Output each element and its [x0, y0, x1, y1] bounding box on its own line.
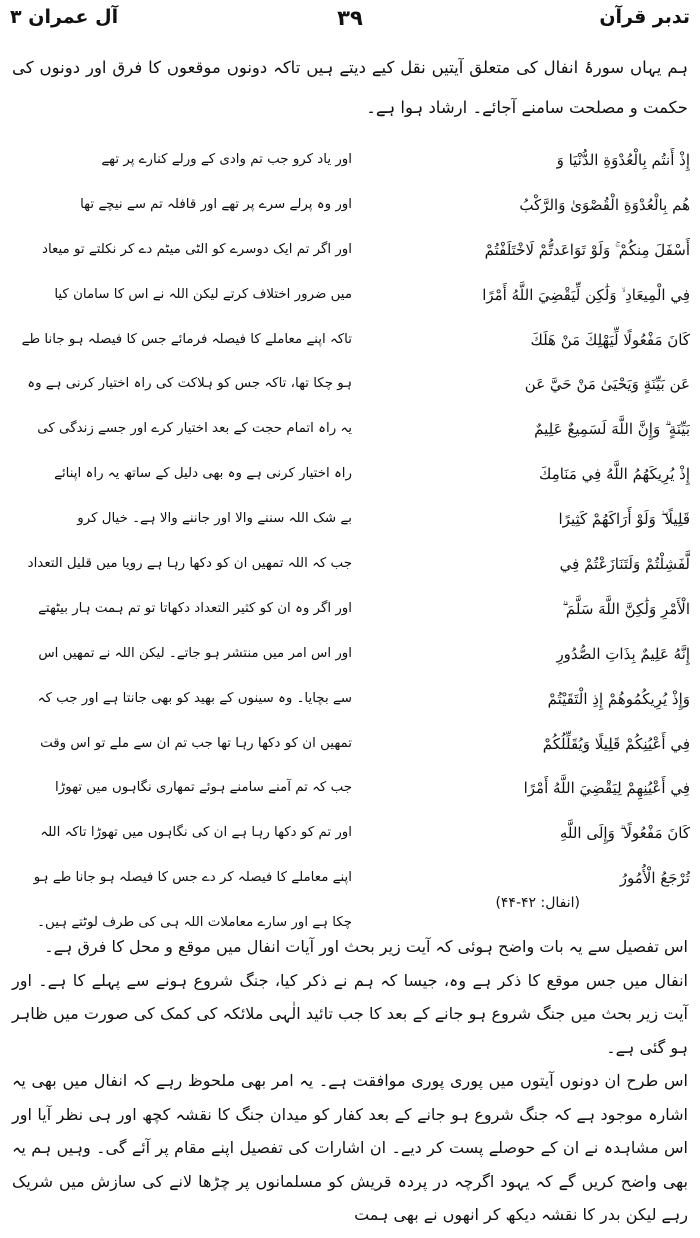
surah-name: آل عمران ۳ [10, 6, 119, 28]
urdu-translation-line: اور اگر تم ایک دوسرے کو الٹی میٹم دے کر نکلتے تو میعاد [41, 241, 352, 257]
arabic-verse-line: تُرْجَعُ الْأُمُورُ [619, 869, 690, 888]
arabic-verse-line: إِذْ أَنتُم بِالْعُدْوَةِ الدُّنْيَا وَ [556, 151, 690, 169]
arabic-verse-line: كَانَ مَفْعُولًا لِّيَهْلِكَ مَنْ هَلَكَ [530, 330, 690, 349]
arabic-verse-line: هُم بِالْعُدْوَةِ الْقُصْوَىٰ وَالرَّكْبُ [519, 195, 690, 214]
arabic-verse-line: قَلِيلًا ۖ وَلَوْ أَرَاكَهُمْ كَثِيرًا [558, 510, 690, 529]
urdu-translation-line: تاکہ اپنے معاملے کا فیصلہ فرمائے جس کا فیصلہ ہو جانا طے [21, 331, 352, 347]
arabic-verse-line: أَسْفَلَ مِنكُمْ ۚ وَلَوْ تَوَاعَدتُّمْ لَاخْتَلَفْتُمْ [484, 240, 690, 259]
urdu-translation-line: چکا ہے اور سارے معاملات اللہ ہی کی طرف لوٹتے ہیں۔ [37, 915, 352, 931]
urdu-translation-line: میں ضرور اختلاف کرتے لیکن اللہ نے اس کا سامان کیا [54, 286, 352, 302]
urdu-translation-line: اپنے معاملے کا فیصلہ کر دے جس کا فیصلہ ہو جانا طے ہو [33, 870, 352, 886]
urdu-translation-line: ہو چکا تھا، تاکہ جس کو ہلاکت کی راہ اختیار کرنی ہے وہ [27, 376, 352, 392]
arabic-verse-line: عَن بَيِّنَةٍ وَيَحْيَىٰ مَنْ حَيَّ عَن [524, 375, 690, 394]
urdu-translation-line: اور اگر وہ ان کو کثیر التعداد دکھاتا تو تم ہمت ہار بیٹھتے [38, 600, 352, 616]
urdu-translation-column [10, 138, 352, 946]
urdu-translation-line: سے بچایا۔ وہ سینوں کے بھید کو بھی جانتا ہے اور جب کہ [37, 690, 352, 706]
urdu-translation-line: راہ اختیار کرنی ہے وہ بھی دلیل کے ساتھ یہ راہ اپنائے [54, 466, 352, 482]
arabic-verse-line: الْأَمْرِ وَلَٰكِنَّ اللَّهَ سَلَّمَ ۗ [562, 599, 690, 618]
book-title: تدبر قرآن [599, 6, 690, 28]
urdu-translation-line: یہ راہ اتمام حجت کے بعد اختیار کرے اور جسے زندگی کی [37, 421, 352, 437]
arabic-verse-line: لَّفَشِلْتُمْ وَلَتَنَازَعْتُمْ فِي [559, 555, 690, 574]
commentary-paragraph: اس تفصیل سے یہ بات واضح ہوئی کہ آیت زیر بحث اور آیات انفال میں موقع و محل کا فرق ہے۔ [44, 937, 688, 956]
urdu-translation-line: جب کہ تم آمنے سامنے ہوئے تمھاری نگاہوں میں تھوڑا [55, 780, 352, 796]
urdu-translation-line: جب کہ اللہ تمھیں ان کو دکھا رہا ہے رویا میں قلیل التعداد [27, 556, 352, 572]
urdu-translation-line: تمھیں ان کو دکھا رہا تھا جب تم ان سے ملے تو اس وقت [40, 735, 352, 751]
urdu-translation-line: اور یاد کرو جب تم وادی کے ورلے کنارے پر تھے [101, 152, 352, 167]
commentary-paragraph: اس طرح ان دونوں آیتوں میں پوری پوری موافقت ہے۔ یہ امر بھی ملحوظ رہے کہ انفال میں بھی یہ اشارہ موجود ہے کہ جنگ شروع ہو جانے کے بعد کفار کو میدان جنگ کا نقشہ کچھ اور ہی نظر آیا اور اس مشاہدہ نے ان کے حوصلے پست کر دیے۔ ان اشارات کی تفصیل اپنے مقام پر آئے گی۔ وہیں ہم یہ بھی واضح کریں گے کہ یہود اگرچہ در پردہ قریش کو مسلمانوں پر چڑھا لانے کی سازش میں شریک رہے لیکن بدر کا نقشہ دیکھ کر انھوں نے بھی ہمت [12, 1071, 689, 1224]
arabic-verse-column [372, 138, 690, 901]
urdu-translation-line: اور اس امر میں منتشر ہو جاتے۔ لیکن اللہ نے تمھیں اس [38, 645, 352, 661]
arabic-verse-line: إِنَّهُ عَلِيمٌ بِذَاتِ الصُّدُورِ [556, 644, 690, 663]
arabic-verse-line: وَإِذْ يُرِيكُمُوهُمْ إِذِ الْتَقَيْتُمْ [547, 689, 690, 708]
verse-reference: (انفال: ۴۲-۴۴) [495, 895, 580, 911]
urdu-translation-line: اور تم کو دکھا رہا ہے ان کی نگاہوں میں تھوڑا تاکہ اللہ [40, 825, 352, 841]
arabic-verse-line: فِي أَعْيُنِكُمْ قَلِيلًا وَيُقَلِّلُكُمْ [542, 734, 690, 753]
urdu-translation-line: اور وہ پرلے سرے پر تھے اور قافلہ تم سے نیچے تھا [80, 196, 352, 212]
arabic-verse-line: إِذْ يُرِيكَهُمُ اللَّهُ فِي مَنَامِكَ [539, 465, 690, 484]
commentary-paragraph: انفال میں جس موقع کا ذکر ہے وہ، جیسا کہ ہم نے ذکر کیا، جنگ شروع ہونے سے پہلے کا ہے۔ اور آیت زیر بحث میں جنگ شروع ہو جانے کے بعد کا جب تائید الٰہی ملائکہ کی کمک کی صورت میں ظاہر ہو گئی ہے۔ [12, 970, 688, 1057]
arabic-verse-line: بَيِّنَةٍ ۗ وَإِنَّ اللَّهَ لَسَمِيعٌ عَلِيمٌ [534, 420, 690, 439]
arabic-verse-line: كَانَ مَفْعُولًا ۗ وَإِلَى اللَّهِ [559, 824, 690, 843]
page-number: ۳۹ [337, 6, 363, 30]
arabic-verse-line: فِي الْمِيعَادِ ۙ وَلَٰكِن لِّيَقْضِيَ اللَّهُ أَمْرًا [482, 285, 690, 304]
commentary-body [12, 930, 688, 1232]
arabic-verse-line: فِي أَعْيُنِهِمْ لِيَقْضِيَ اللَّهُ أَمْرًا [523, 779, 690, 798]
intro-paragraph: ہم یہاں سورۂ انفال کی متعلق آیتیں نقل کیے دیتے ہیں تاکہ دونوں موقعوں کا فرق اور دونوں کی حکمت و مصلحت سامنے آجائے۔ ارشاد ہوا ہے۔ [12, 58, 688, 117]
urdu-translation-line: بے شک اللہ سننے والا اور جاننے والا ہے۔ خیال کرو [77, 511, 352, 527]
